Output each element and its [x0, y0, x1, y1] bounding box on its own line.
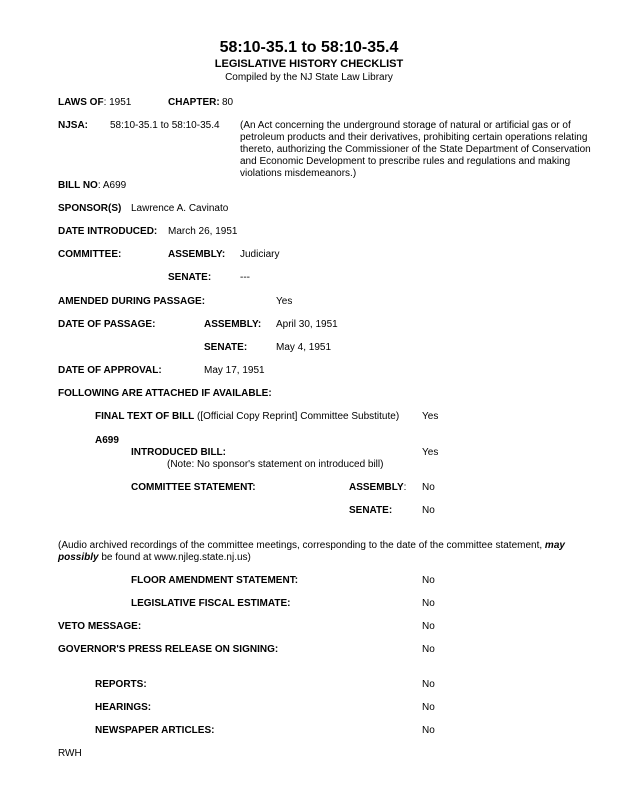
cs-senate-label: SENATE:: [349, 505, 393, 516]
laws-of-colon: :: [103, 97, 107, 108]
date-introduced-label: DATE INTRODUCED:: [58, 226, 158, 237]
committee-senate-value: ---: [240, 272, 250, 283]
governor-release-label: GOVERNOR'S PRESS RELEASE ON SIGNING:: [58, 644, 279, 655]
hearings-label: HEARINGS:: [95, 702, 152, 713]
committee-senate-label: SENATE:: [168, 272, 212, 283]
date-of-approval-label: DATE OF APPROVAL:: [58, 365, 162, 376]
sponsor-label: SPONSOR(S): [58, 203, 122, 214]
final-text-label: FINAL TEXT OF BILL: [95, 411, 195, 422]
page-title: 58:10-35.1 to 58:10-35.4: [219, 39, 399, 56]
introduced-bill-note: (Note: No sponsor's statement on introduced bill): [167, 459, 384, 470]
cs-assembly-row: [349, 482, 406, 494]
committee-assembly-value: Judiciary: [240, 249, 280, 260]
initials: RWH: [58, 748, 82, 759]
committee-assembly-label: ASSEMBLY:: [168, 249, 226, 260]
chapter-label: CHAPTER:: [168, 97, 220, 108]
njsa-description: (An Act concerning the underground storage of natural or artificial gas or of petroleum products and their derivatives, prohibiting certain operations relating thereto, authorizing the Commissioner of the State Department of Conservation and Economic Development to prescribe rules and regulations and making violations misdemeanors.): [240, 120, 591, 179]
cs-senate-value: No: [422, 505, 435, 516]
bill-reference: A699: [95, 435, 119, 446]
passage-senate-label: SENATE:: [204, 342, 248, 353]
date-of-passage-label: DATE OF PASSAGE:: [58, 319, 156, 330]
bill-no-value: A699: [102, 180, 127, 191]
laws-of-label: LAWS OF: [58, 97, 104, 108]
veto-label: VETO MESSAGE:: [58, 621, 142, 632]
passage-assembly-label: ASSEMBLY:: [204, 319, 262, 330]
cs-assembly-label: ASSEMBLY: [349, 482, 404, 493]
audio-note: [58, 540, 603, 564]
committee-statement-label: COMMITTEE STATEMENT:: [131, 482, 256, 493]
bill-no-label: BILL NO: [58, 180, 98, 191]
newspaper-value: No: [422, 725, 435, 736]
committee-label: COMMITTEE:: [58, 249, 122, 260]
cs-assembly-colon: :: [403, 482, 407, 493]
bill-no-colon: :: [97, 180, 101, 191]
newspaper-label: NEWSPAPER ARTICLES:: [95, 725, 215, 736]
amended-label: AMENDED DURING PASSAGE:: [58, 296, 206, 307]
date-introduced-value: March 26, 1951: [168, 226, 238, 237]
njsa-label: NJSA:: [58, 120, 89, 131]
audio-note-emphasis: may possibly: [58, 540, 565, 563]
audio-note-before: (Audio archived recordings of the committee meetings, corresponding to the date of the committee statement,: [58, 540, 545, 551]
bill-no-row: [58, 180, 126, 192]
chapter-value: 80: [222, 97, 234, 108]
floor-amendment-label: FLOOR AMENDMENT STATEMENT:: [131, 575, 299, 586]
amended-value: Yes: [276, 296, 293, 307]
laws-of-row: [58, 97, 131, 109]
attached-heading: FOLLOWING ARE ATTACHED IF AVAILABLE:: [58, 388, 272, 399]
reports-label: REPORTS:: [95, 679, 147, 690]
reports-value: No: [422, 679, 435, 690]
checklist-heading: LEGISLATIVE HISTORY CHECKLIST: [214, 58, 404, 70]
compiled-by: Compiled by the NJ State Law Library: [225, 72, 393, 83]
njsa-value: 58:10-35.1 to 58:10-35.4: [110, 120, 220, 131]
veto-value: No: [422, 621, 435, 632]
fiscal-estimate-value: No: [422, 598, 435, 609]
hearings-value: No: [422, 702, 435, 713]
sponsor-value: Lawrence A. Cavinato: [131, 203, 229, 214]
passage-senate-value: May 4, 1951: [276, 342, 332, 353]
introduced-bill-value: Yes: [422, 447, 439, 458]
floor-amendment-value: No: [422, 575, 435, 586]
laws-of-value: 1951: [109, 97, 132, 108]
final-text-detail: ([Official Copy Reprint] Committee Substitute): [194, 411, 400, 422]
passage-assembly-value: April 30, 1951: [276, 319, 338, 330]
cs-assembly-value: No: [422, 482, 435, 493]
date-of-approval-value: May 17, 1951: [204, 365, 265, 376]
final-text-value: Yes: [422, 411, 439, 422]
final-text-row: [95, 411, 399, 423]
governor-release-value: No: [422, 644, 435, 655]
fiscal-estimate-label: LEGISLATIVE FISCAL ESTIMATE:: [131, 598, 291, 609]
introduced-bill-label: INTRODUCED BILL:: [131, 447, 226, 458]
audio-note-after: be found at www.njleg.state.nj.us): [98, 552, 251, 563]
